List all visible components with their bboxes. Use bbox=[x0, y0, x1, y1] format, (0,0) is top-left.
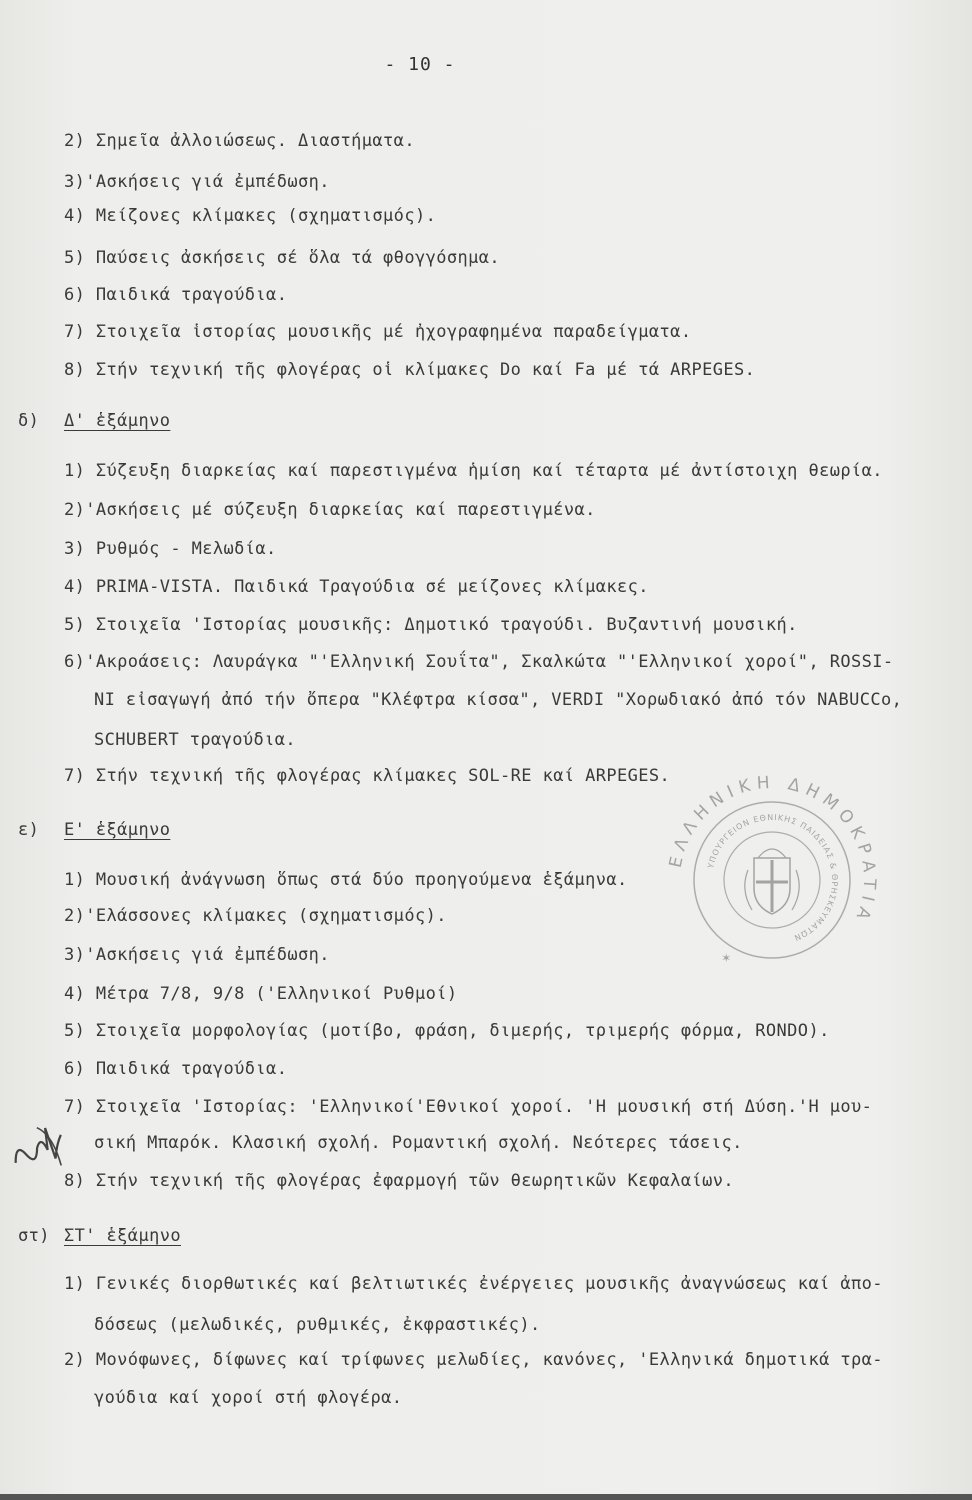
list-item: 6)'Ακροάσεις: Λαυράγκα "'Ελληνική Σουΐτα", Σκαλκώτα "'Ελληνικοί χοροί", ROSSI- bbox=[64, 652, 894, 672]
section-title: ΣΤ' ἑξάμηνο bbox=[64, 1226, 181, 1246]
list-item: 5) Παύσεις ἀσκήσεις σέ ὅλα τά φθογγόσημα. bbox=[64, 248, 501, 268]
list-item: 1) Μουσική ἀνάγνωση ὅπως στά δύο προηγούμενα ἑξάμηνα. bbox=[64, 870, 628, 890]
section-label: δ) bbox=[18, 411, 40, 431]
list-item-continuation: SCHUBERT τραγούδια. bbox=[94, 730, 297, 750]
section-heading-st bbox=[18, 1226, 181, 1246]
list-item: 2)'Ελάσσονες κλίμακες (σχηματισμός). bbox=[64, 906, 447, 926]
svg-text:ΕΛΛΗΝΙΚΗ ΔΗΜΟΚΡΑΤΙΑ: ΕΛΛΗΝΙΚΗ ΔΗΜΟΚΡΑΤΙΑ bbox=[665, 772, 880, 928]
section-heading-epsilon bbox=[18, 820, 170, 840]
list-item: 1) Σύζευξη διαρκείας καί παρεστιγμένα ἡμίση καί τέταρτα μέ ἀντίστοιχη θεωρία. bbox=[64, 461, 883, 481]
list-item: 6) Παιδικά τραγούδια. bbox=[64, 1059, 288, 1079]
list-item: 4) Μείζονες κλίμακες (σχηματισμός). bbox=[64, 206, 437, 226]
list-item-continuation: σική Μπαρόκ. Κλασική σχολή. Ρομαντική σχολή. Νεότερες τάσεις. bbox=[94, 1133, 743, 1153]
section-heading-delta bbox=[18, 411, 170, 431]
list-item: 6) Παιδικά τραγούδια. bbox=[64, 285, 288, 305]
list-item: 1) Γενικές διορθωτικές καί βελτιωτικές ἐνέργειες μουσικῆς ἀναγνώσεως καί ἀπο- bbox=[64, 1274, 883, 1294]
scan-edge bbox=[0, 1494, 972, 1500]
list-item-continuation: NI εἰσαγωγή ἀπό τήν ὄπερα "Κλέφτρα κίσσα", VERDI "Χορωδιακό ἀπό τόν NABUCCo, bbox=[94, 690, 903, 710]
list-item: 2) Σημεῖα ἀλλοιώσεως. Διαστήματα. bbox=[64, 131, 415, 151]
list-item-continuation: γούδια καί χοροί στή φλογέρα. bbox=[94, 1388, 403, 1408]
list-item: 7) Στοιχεῖα ἱστορίας μουσικῆς μέ ἠχογραφημένα παραδείγματα. bbox=[64, 322, 692, 342]
list-item: 7) Στήν τεχνική τῆς φλογέρας κλίμακες SOL-RE καί ARPEGES. bbox=[64, 766, 671, 786]
svg-text:ΥΠΟΥΡΓΕΙΟΝ ΕΘΝΙΚΗΣ ΠΑΙΔΕΙΑΣ &: ΥΠΟΥΡΓΕΙΟΝ ΕΘΝΙΚΗΣ ΠΑΙΔΕΙΑΣ & ΘΡΗΣΚΕΥΜΑΤΩΝ bbox=[706, 812, 840, 943]
list-item: 4) Μέτρα 7/8, 9/8 ('Ελληνικοί Ρυθμοί) bbox=[64, 984, 458, 1004]
svg-text:✶: ✶ bbox=[722, 950, 731, 966]
list-item: 2)'Ασκήσεις μέ σύζευξη διαρκείας καί παρεστιγμένα. bbox=[64, 500, 596, 520]
list-item: 5) Στοιχεῖα 'Ιστορίας μουσικῆς: Δημοτικό τραγούδι. Βυζαντινή μουσική. bbox=[64, 615, 798, 635]
official-seal-stamp bbox=[662, 770, 882, 990]
section-label: ε) bbox=[18, 820, 40, 840]
list-item: 3)'Ασκήσεις γιά ἐμπέδωση. bbox=[64, 172, 330, 192]
list-item-continuation: δόσεως (μελωδικές, ρυθμικές, ἐκφραστικές). bbox=[94, 1315, 541, 1335]
list-item: 4) PRIMA-VISTA. Παιδικά Τραγούδια σέ μείζονες κλίμακες. bbox=[64, 577, 649, 597]
section-label: στ) bbox=[18, 1226, 50, 1246]
list-item: 7) Στοιχεῖα 'Ιστορίας: 'Ελληνικοί'Εθνικοί χοροί. 'Η μουσική στή Δύση.'Η μου- bbox=[64, 1097, 873, 1117]
section-title: Ε' ἑξάμηνο bbox=[64, 820, 171, 840]
list-item: 8) Στήν τεχνική τῆς φλογέρας ἐφαρμογή τῶν θεωρητικῶν Κεφαλαίων. bbox=[64, 1171, 734, 1191]
list-item: 3)'Ασκήσεις γιά ἐμπέδωση. bbox=[64, 945, 330, 965]
handwritten-margin-note bbox=[1, 1113, 74, 1193]
list-item: 5) Στοιχεῖα μορφολογίας (μοτίβο, φράση, διμερής, τριμερής φόρμα, RONDO). bbox=[64, 1021, 830, 1041]
handwriting-scribble-icon bbox=[1, 1113, 72, 1184]
page-number: - 10 - bbox=[384, 54, 456, 75]
list-item: 2) Μονόφωνες, δίφωνες καί τρίφωνες μελωδίες, κανόνες, 'Ελληνικά δημοτικά τρα- bbox=[64, 1350, 883, 1370]
section-title: Δ' ἑξάμηνο bbox=[64, 411, 171, 431]
list-item: 3) Ρυθμός - Μελωδία. bbox=[64, 539, 277, 559]
list-item: 8) Στήν τεχνική τῆς φλογέρας οἱ κλίμακες Do καί Fa μέ τά ARPEGES. bbox=[64, 360, 756, 380]
